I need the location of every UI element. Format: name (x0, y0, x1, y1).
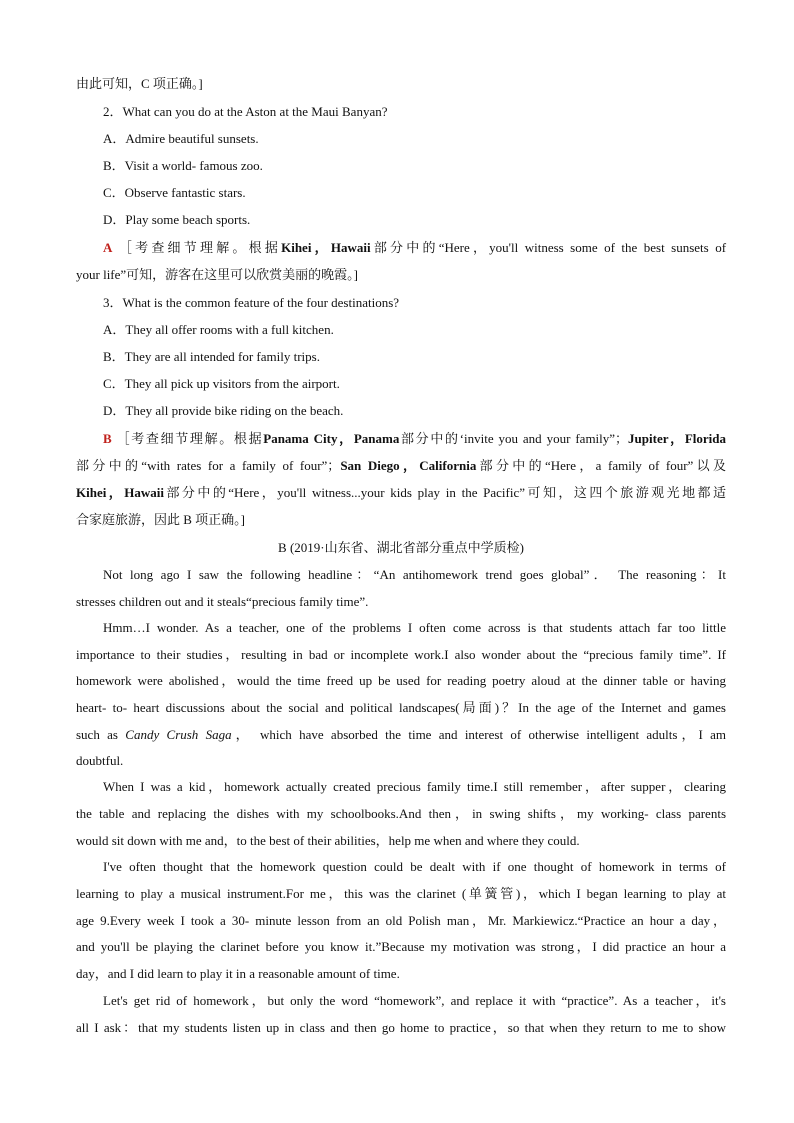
previous-explanation-end: 由此可知，C 项正确。] (76, 76, 203, 91)
passage-line: doubtful. (76, 753, 124, 768)
passage-line: When I was a kid，homework actually created precious family time.I still remember，after supper，clearing (103, 779, 726, 794)
passage-line: learning to play a musical instrument.For me，this was the clarinet (单簧管)，which I began learning to play at (76, 886, 726, 901)
passage-line: importance to their studies，resulting in bad or incomplete work.I also wonder about the “precious family time”. If (76, 647, 726, 662)
q2-answer: A (103, 240, 113, 255)
q3-explanation-line-2: 部分中的“with rates for a family of four”；San Diego，California部分中的“Here，a family of four”以及 (76, 458, 726, 473)
q3-option-d: D．They all provide bike riding on the beach. (103, 403, 344, 418)
q2-option-a: A．Admire beautiful sunsets. (103, 131, 259, 146)
passage-line: Let's get rid of homework，but only the word “homework”, and replace it with “practice”. As a teacher，it's (103, 993, 726, 1008)
q2-option-b: B．Visit a world- famous zoo. (103, 158, 263, 173)
q3-option-b: B．They are all intended for family trips. (103, 349, 320, 364)
q2-explanation-line-2: your life”可知，游客在这里可以欣赏美丽的晚霞。] (76, 267, 359, 282)
passage-line: would sit down with me and，to the best of their abilities，help me when and where they could. (76, 833, 580, 848)
passage-line: such as Candy Crush Saga， which have absorbed the time and interest of otherwise intelligent adults，I am (76, 727, 727, 742)
passage-heading: B (2019·山东省、湖北省部分重点中学质检) (278, 540, 524, 555)
passage-line: day，and I did learn to play it in a reasonable amount of time. (76, 966, 400, 981)
q2-option-d: D．Play some beach sports. (103, 212, 251, 227)
passage-line: heart- to- heart discussions about the social and political landscapes(局面)？In the age of the Internet and games (76, 700, 726, 715)
question-3-stem: 3．What is the common feature of the four destinations? (103, 295, 400, 310)
q3-explanation-line-4: 合家庭旅游，因此 B 项正确。] (76, 512, 246, 527)
passage-line: the table and replacing the dishes with my schoolbooks.And then，in swing shifts，my working- class parents (76, 806, 726, 821)
passage-line: stresses children out and it steals“precious family time”. (76, 594, 369, 609)
q2-option-c: C．Observe fantastic stars. (103, 185, 246, 200)
passage-line: all I ask：that my students listen up in class and then go home to practice，so that when they return to me to show (76, 1020, 726, 1035)
q2-explanation-line-1: A ［考查细节理解。根据Kihei，Hawaii部分中的“Here，you'll witness some of the best sunsets of (103, 240, 727, 255)
q3-option-c: C．They all pick up visitors from the airport. (103, 376, 340, 391)
question-2-stem: 2．What can you do at the Aston at the Maui Banyan? (103, 104, 388, 119)
passage-line: and you'll be playing the clarinet before you know it.”Because my motivation was strong，I did practice an hour a (76, 939, 726, 954)
passage-line: I've often thought that the homework question could be dealt with if one thought of homework in terms of (103, 859, 726, 874)
passage-line: Hmm…I wonder. As a teacher, one of the problems I often come across is that students attach far too little (103, 620, 726, 635)
passage-line: Not long ago I saw the following headline：“An antihomework trend goes global”． The reasoning：It (103, 567, 726, 582)
q3-answer: B (103, 431, 112, 446)
passage-line: homework were abolished，would the time freed up be used for reading poetry aloud at the dinner table or having (76, 673, 726, 688)
q3-explanation-line-1: B ［考查细节理解。根据Panama City，Panama部分中的‘invite you and your family”；Jupiter，Florida (103, 431, 726, 446)
game-title: Candy Crush Saga (125, 727, 232, 742)
passage-line: age 9.Every week I took a 30- minute lesson from an old Polish man，Mr. Markiewicz.“Practice an hour a day， (76, 913, 726, 928)
q3-explanation-line-3: Kihei，Hawaii部分中的“Here，you'll witness...your kids play in the Pacific”可知，这四个旅游观光地都适 (76, 485, 726, 500)
q3-option-a: A．They all offer rooms with a full kitchen. (103, 322, 334, 337)
